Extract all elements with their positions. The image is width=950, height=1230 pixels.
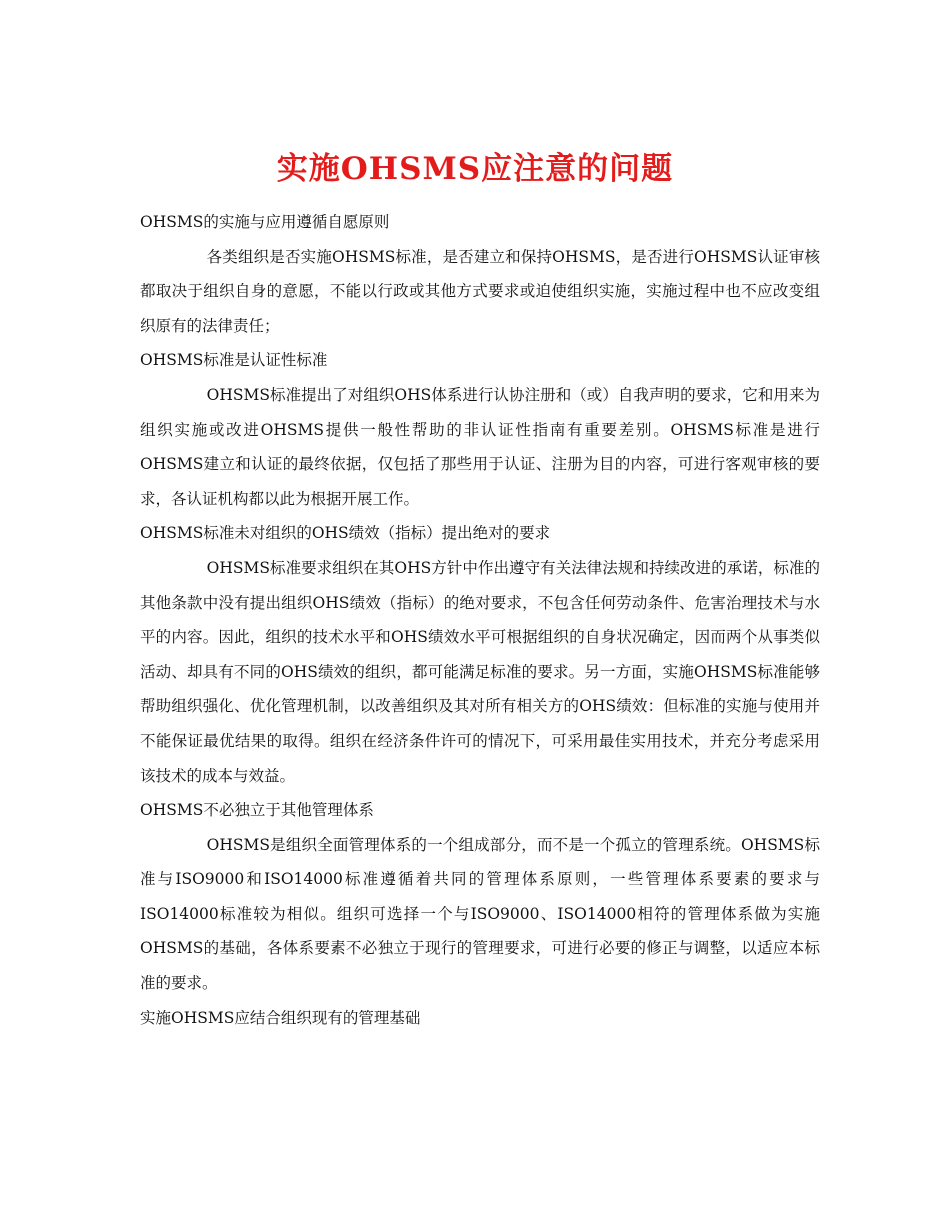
section-paragraph-voluntary: 各类组织是否实施OHSMS标准，是否建立和保持OHSMS，是否进行OHSMS认证审核都取决于组织自身的意愿，不能以行政或其他方式要求或迫使组织实施，实施过程中也不应改变组织原有的法律责任； <box>140 247 820 335</box>
section-paragraph-performance-requirements: OHSMS标准要求组织在其OHS方针中作出遵守有关法律法规和持续改进的承诺，标准的其他条款中没有提出组织OHS绩效（指标）的绝对要求，不包含任何劳动条件、危害治理技术与水平的内容。因此，组织的技术水平和OHS绩效水平可根据组织的自身状况确定，因而两个从事类似活动、却具有不同的OHS绩效的组织，都可能满足标准的要求。另一方面，实施OHSMS标准能够帮助组织强化、优化管理机制，以改善组织及其对所有相关方的OHS绩效：但标准的实施与使用并不能保证最优结果的取得。组织在经济条件许可的情况下，可采用最佳实用技术，并充分考虑采用该技术的成本与效益。 <box>140 558 820 785</box>
section-paragraph-integration: OHSMS是组织全面管理体系的一个组成部分，而不是一个孤立的管理系统。OHSMS标准与ISO9000和ISO14000标准遵循着共同的管理体系原则，一些管理体系要素的要求与ISO14000标准较为相似。组织可选择一个与ISO9000、ISO14000相符的管理体系做为实施OHSMS的基础，各体系要素不必独立于现行的管理要求，可进行必要的修正与调整，以适应本标准的要求。 <box>140 835 820 993</box>
section-heading-existing-management: 实施OHSMS应结合组织现有的管理基础 <box>140 1008 421 1027</box>
document-title: 实施OHSMS应注意的问题 <box>276 150 674 187</box>
section-paragraph-certification-standard: OHSMS标准提出了对组织OHS体系进行认协注册和（或）自我声明的要求，它和用来为组织实施或改进OHSMS提供一般性帮助的非认证性指南有重要差别。OHSMS标准是进行OHSMS建立和认证的最终依据，仅包括了那些用于认证、注册为目的内容，可进行客观审核的要求，各认证机构都以此为根据开展工作。 <box>140 385 820 508</box>
document-body <box>140 205 820 1035</box>
section-heading-integration: OHSMS不必独立于其他管理体系 <box>140 801 374 820</box>
section-heading-voluntary: OHSMS的实施与应用遵循自愿原则 <box>140 213 390 231</box>
section-heading-certification-standard: OHSMS标准是认证性标准 <box>140 351 328 370</box>
section-heading-performance-requirements: OHSMS标准未对组织的OHS绩效（指标）提出绝对的要求 <box>140 524 551 543</box>
